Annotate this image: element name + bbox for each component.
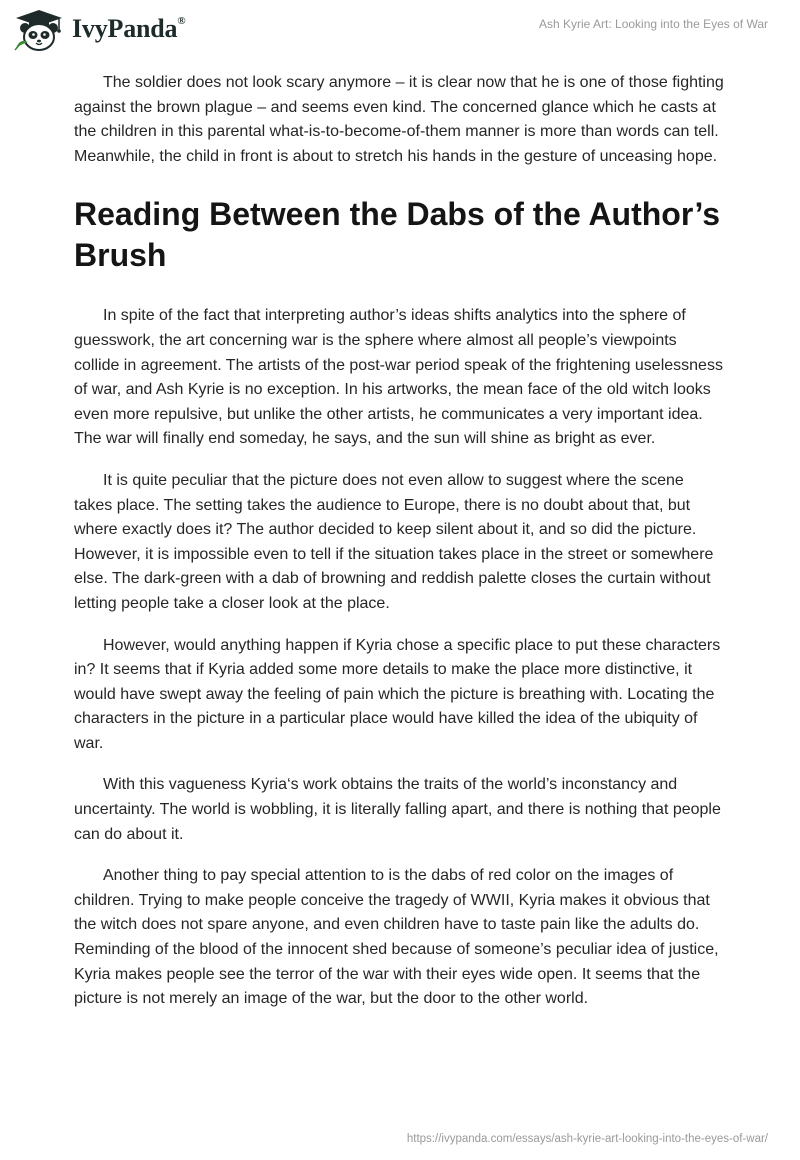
source-url[interactable]: https://ivypanda.com/essays/ash-kyrie-art-looking-into-the-eyes-of-war/ [406,1133,768,1145]
page-header [0,0,800,60]
paragraph: The soldier does not look scary anymore – it is clear now that he is one of those fighting against the brown plague – and seems even kind. The concerned glance which he casts at the children in this parental what-is-to-become-of-them manner is more than words can tell. Meanwhile, the child in front is about to stretch his hands in the gesture of unceasing hope. [74,74,724,165]
paragraph: However, would anything happen if Kyria chose a specific place to put these characters in? It seems that if Kyria added some more details to make the place more distinctive, it would have swept away the feeling of pain which the picture is breathing with. Locating the characters in the picture in a particular place would have killed the idea of the ubiquity of war. [74,636,721,752]
ivypanda-logo[interactable] [12,8,185,52]
paragraph: It is quite peculiar that the picture does not even allow to suggest where the scene takes place. The setting takes the audience to Europe, there is no doubt about that, but where exactly does it? The author decided to keep silent about it, and so did the picture. However, it is impossible even to tell if the situation takes place in the street or somewhere else. The dark-green with a dab of browning and reddish palette closes the curtain without letting people take a closer look at the place. [74,471,714,612]
paragraph: With this vagueness Kyria‘s work obtains the traits of the world’s inconstancy and uncertainty. The world is wobbling, it is literally falling apart, and there is nothing that people can do about it. [74,776,721,843]
document-title: Ash Kyrie Art: Looking into the Eyes of War [539,17,768,31]
panda-mascot-icon [12,8,66,52]
essay-content [74,71,726,1029]
section-heading: Reading Between the Dabs of the Author’s Brush [74,196,720,274]
paragraph: Another thing to pay special attention to is the dabs of red color on the images of children. Trying to make people conceive the tragedy of WWII, Kyria makes it obvious that the witch does not spare anyone, and even children have to taste pain like the adults do. Reminding of the blood of the innocent shed because of someone’s peculiar idea of justice, Kyria makes people see the terror of the war with their eyes wide open. It seems that the picture is not merely an image of the war, but the door to the other world. [74,867,719,1008]
paragraph: In spite of the fact that interpreting author’s ideas shifts analytics into the sphere of guesswork, the art concerning war is the sphere where almost all people’s viewpoints collide in agreement. The artists of the post-war period speak of the frightening uselessness of war, and Ash Kyrie is no exception. In his artworks, the mean face of the old witch looks even more repulsive, but unlike the other artists, he communicates a very important idea. The war will finally end someday, he says, and the sun will shine as bright as ever. [74,307,723,448]
brand-name: IvyPanda® [72,14,186,43]
